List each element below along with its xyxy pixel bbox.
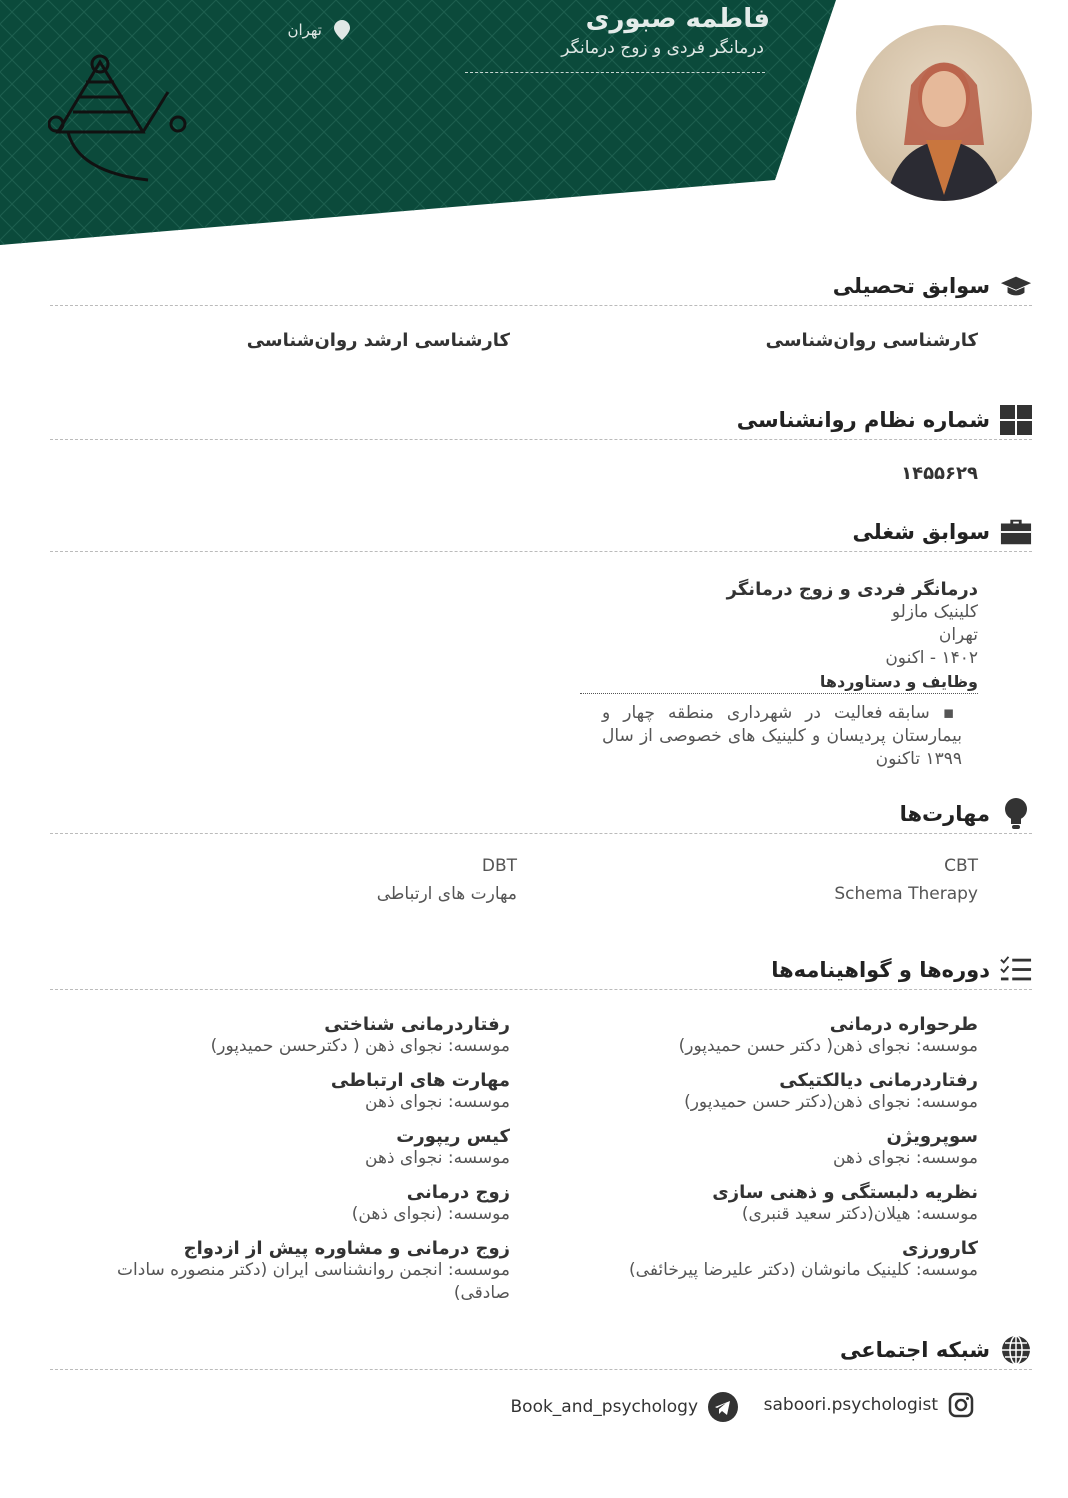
courses-section [50, 954, 1032, 990]
skill-item: DBT [481, 856, 517, 876]
job-city: تهران [938, 625, 978, 645]
section-heading: مهارت‌ها [899, 801, 990, 826]
course-item: مهارت های ارتباطی موسسه: نجوای ذهن [330, 1070, 510, 1112]
duty-item: ▪ سابقه فعالیت در شهرداری منطقه چهار و بیمارستان پردیسان و کلینیک های خصوصی از سال ۱۳۹۹ تاکنون [602, 703, 962, 769]
degree-item: کارشناسی ارشد روان‌شناسی [246, 330, 510, 351]
course-item: زوج درمانی و مشاوره پیش از ازدواج موسسه: انجمن روانشناسی ایران (دکتر منصوره سادات صادقی) [117, 1238, 510, 1303]
briefcase-icon [1000, 516, 1032, 548]
globe-icon [1000, 1334, 1032, 1366]
job-period: ۱۴۰۲ - اکنون [885, 648, 978, 668]
section-heading: شبکه اجتماعی [840, 1337, 990, 1362]
divider [465, 72, 765, 73]
course-item: رفتاردرمانی دیالکتیکی موسسه: نجوای ذهن(دکتر حسن حمیدپور) [684, 1070, 978, 1112]
course-item: طرحواره درمانی موسسه: نجوای ذهن( دکتر حسن حمیدپور) [678, 1014, 978, 1056]
skill-item: مهارت های ارتباطی [376, 884, 517, 904]
job-company: کلینیک مازلو [891, 602, 978, 622]
telegram-icon [708, 1392, 738, 1422]
section-heading: شماره نظام روانشناسی [736, 407, 990, 432]
instagram-icon [948, 1392, 974, 1418]
course-item: سوپرویژن موسسه: نجوای ذهن [833, 1126, 978, 1168]
checklist-icon [1000, 954, 1032, 986]
lightbulb-icon [1000, 798, 1032, 830]
section-heading: دوره‌ها و گواهینامه‌ها [771, 957, 990, 982]
course-item: کیس ریپورت موسسه: نجوای ذهن [365, 1126, 510, 1168]
logo [48, 52, 188, 187]
license-section [50, 404, 1032, 440]
person-name: فاطمه صبوری [585, 4, 770, 34]
section-heading: سوابق شغلی [852, 519, 990, 544]
section-heading: سوابق تحصیلی [832, 273, 990, 298]
education-section [50, 270, 1032, 306]
profile-photo [856, 25, 1032, 201]
skills-section [50, 798, 1032, 834]
jobs-section [50, 516, 1032, 552]
duties-label: وظایف و دستاوردها [580, 670, 978, 694]
telegram-link[interactable]: Book_and_psychology [511, 1392, 739, 1422]
job-role: درمانگر فردی و زوج درمانگر [726, 579, 978, 600]
course-item: نظریه دلبستگی و ذهنی سازی موسسه: هیلان(دکتر سعید قنبری) [712, 1182, 978, 1224]
job-title: درمانگر فردی و زوج درمانگر [561, 38, 764, 58]
location-text: تهران [287, 21, 322, 39]
location-pin-icon [334, 20, 350, 40]
skill-item: Schema Therapy [834, 884, 978, 904]
graduation-cap-icon [1000, 270, 1032, 302]
instagram-link[interactable]: saboori.psychologist [764, 1392, 974, 1418]
course-item: کارورزی موسسه: کلینیک مانوشان (دکتر علیرضا پیرخائفی) [629, 1238, 978, 1280]
degree-item: کارشناسی روان‌شناسی [765, 330, 978, 351]
course-item: زوج درمانی موسسه: (نجوای ذهن) [351, 1182, 510, 1224]
grid-icon [1000, 404, 1032, 436]
license-number: ۱۴۵۵۶۲۹ [901, 463, 978, 484]
social-section [50, 1334, 1032, 1370]
course-item: رفتاردرمانی شناختی موسسه: نجوای ذهن ( دکترحسن حمیدپور) [210, 1014, 510, 1056]
skill-item: CBT [944, 856, 978, 876]
location [287, 20, 350, 40]
